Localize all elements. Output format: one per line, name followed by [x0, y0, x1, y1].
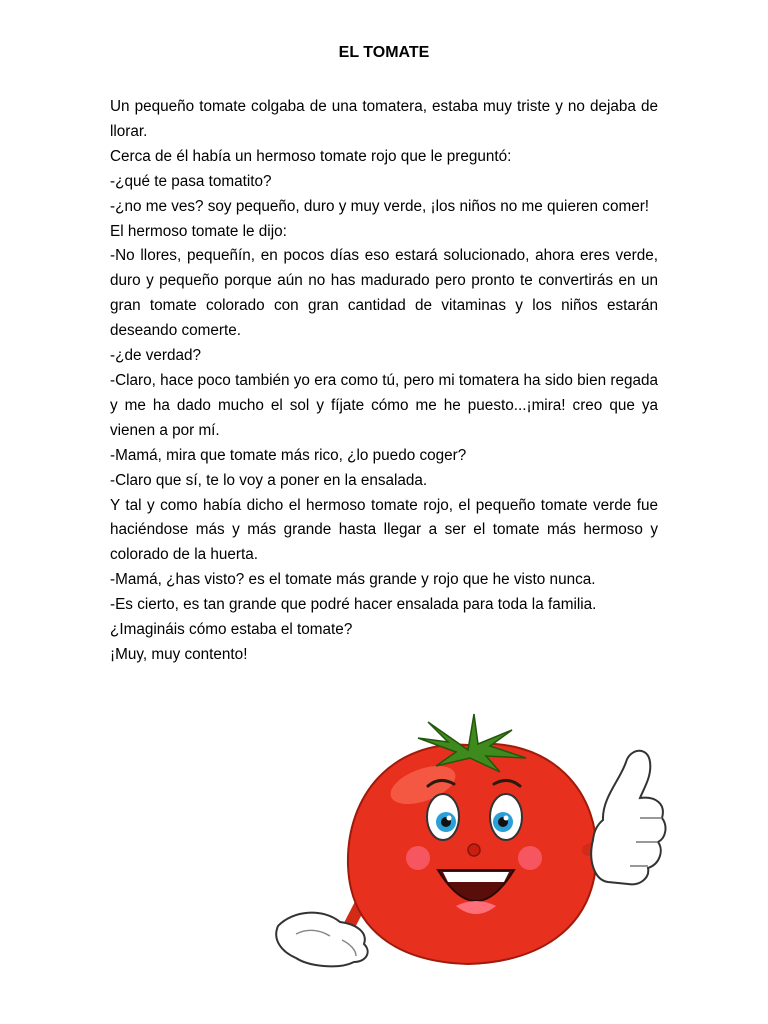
paragraph: ¿Imagináis cómo estaba el tomate?: [110, 621, 353, 639]
paragraph: -No llores, pequeñín, en pocos días eso estará solucionado, ahora eres verde, duro y pequeño porque aún no has madurado pero pronto te convertirás en un gran tomate colorado con gran cantidad de vitaminas y los niños estarán deseando comerte.: [110, 247, 658, 340]
page-title: EL TOMATE: [338, 44, 430, 61]
paragraph: Un pequeño tomate colgaba de una tomatera, estaba muy triste y no dejaba de llorar.: [110, 98, 658, 140]
paragraph: -Mamá, mira que tomate más rico, ¿lo puedo coger?: [110, 446, 467, 464]
story-text: [110, 95, 658, 668]
paragraph: Y tal y como había dicho el hermoso tomate rojo, el pequeño tomate verde fue haciéndose más y más grande hasta llegar a ser el tomate más hermoso y colorado de la huerta.: [110, 496, 658, 564]
cheek: [518, 846, 542, 870]
paragraph: El hermoso tomate le dijo:: [110, 222, 287, 240]
paragraph: -¿no me ves? soy pequeño, duro y muy verde, ¡los niños no me quieren comer!: [110, 197, 650, 215]
paragraph: -Claro que sí, te lo voy a poner en la ensalada.: [110, 471, 428, 489]
paragraph: ¡Muy, muy contento!: [110, 645, 248, 663]
nose: [468, 844, 480, 856]
cheek: [406, 846, 430, 870]
thumbs-up-hand: [588, 751, 665, 885]
paragraph: -¿qué te pasa tomatito?: [110, 172, 272, 190]
paragraph: -¿de verdad?: [110, 347, 201, 365]
paragraph: -Claro, hace poco también yo era como tú, pero mi tomatera ha sido bien regada y me ha dado mucho el sol y fíjate cómo me he puesto...¡mira! creo que ya vienen a por mí.: [110, 371, 658, 439]
tomato-illustration: [268, 700, 668, 1000]
paragraph: -Mamá, ¿has visto? es el tomate más grande y rojo que he visto nunca.: [110, 571, 596, 589]
paragraph: Cerca de él había un hermoso tomate rojo que le preguntó:: [110, 147, 512, 165]
paragraph: -Es cierto, es tan grande que podré hacer ensalada para toda la familia.: [110, 596, 597, 614]
